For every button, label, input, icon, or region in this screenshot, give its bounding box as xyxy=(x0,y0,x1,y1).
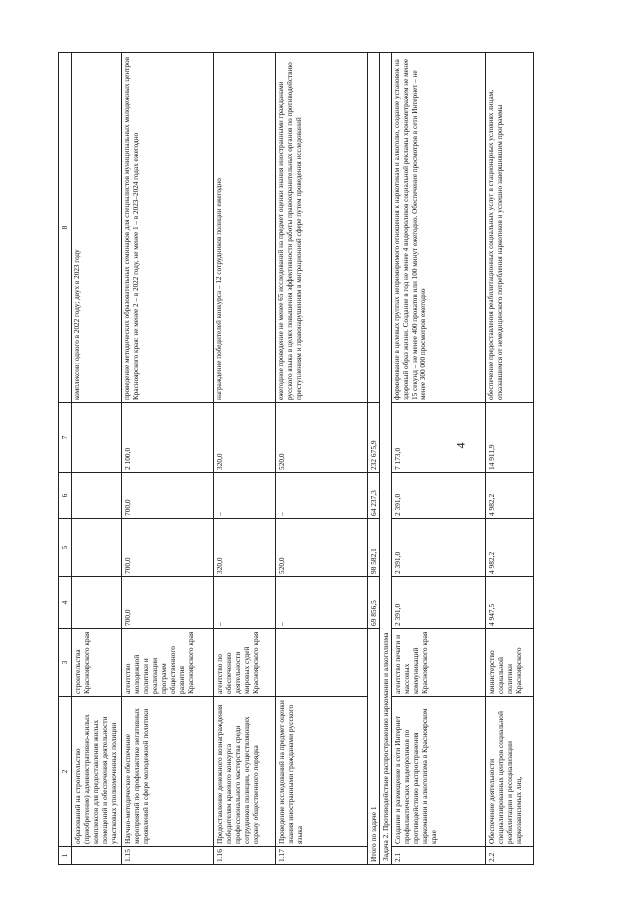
table-row xyxy=(122,53,214,865)
value-2023: 4 982,2 xyxy=(486,519,534,577)
value-2024: – xyxy=(214,473,276,519)
measure-name: Обеспечение деятельности специализированных центров социальной реабилитации и ресоциализации наркозависимых лиц, xyxy=(486,697,534,847)
header-cell: 7 xyxy=(59,403,72,473)
executor: агентство по обеспечению деятельности мировых судей Красноярского края xyxy=(214,629,276,697)
table-row xyxy=(214,53,276,865)
value-2022: 700,0 xyxy=(122,577,214,629)
total-empty xyxy=(368,53,380,403)
value-total xyxy=(72,403,122,473)
value-total: 320,0 xyxy=(214,403,276,473)
header-row xyxy=(59,53,72,865)
value-2022: 2 391,0 xyxy=(392,577,486,629)
row-number xyxy=(72,847,122,865)
header-cell: 5 xyxy=(59,519,72,577)
total-2024: 64 237,3 xyxy=(368,473,380,519)
measure-name: Создание и размещение в сети Интернет профилактических видеороликов по противодействию распространения наркомании и алкоголизма в Красноярском крае xyxy=(392,697,486,847)
row-number: 1.17 xyxy=(276,847,368,865)
value-total: 520,0 xyxy=(276,403,368,473)
task-row xyxy=(380,53,392,865)
header-cell: 1 xyxy=(59,847,72,865)
value-2024 xyxy=(72,473,122,519)
value-2024: 4 982,2 xyxy=(486,473,534,519)
value-2023: 2 391,0 xyxy=(392,519,486,577)
table-row xyxy=(392,53,486,865)
rotated-page xyxy=(58,53,608,865)
value-2022: – xyxy=(276,577,368,629)
header-cell: 2 xyxy=(59,697,72,847)
expected-result: проведение методических образовательных семинаров для специалистов муниципальных молодежных центров Красноярского края: не менее 2 – в 2022 году, не менее 1 – в 2023–2024 годах ежегодно xyxy=(122,53,214,403)
executor xyxy=(276,629,368,697)
value-2023 xyxy=(72,519,122,577)
value-total: 7 173,0 xyxy=(392,403,486,473)
row-number: 1.15 xyxy=(122,847,214,865)
value-2022: 4 947,5 xyxy=(486,577,534,629)
expected-result: формирование в целевых группах непримиримого отношения к наркотикам и алкоголю, создание установок на здоровый образ жизни. Создание в год не менее 4 видеороликов социальной рекламы хронометражем не менее 15 секунд – не менее 400 прокатов или 100 минут ежегодно. Обеспечение просмотров в сети Интернет – не менее 300 000 просмотров ежегодно xyxy=(392,53,486,403)
expected-result: ежегодное проведение не менее 65 исследований на предмет оценки знания иностранными гражданами русского языка в целях повышения эффективности работы правоохранительных органов по противодействию преступлениям и правонарушениям в миграционной сфере путем проведения исследований xyxy=(276,53,368,403)
header-cell: 6 xyxy=(59,473,72,519)
executor: строительства Красноярского края xyxy=(72,629,122,697)
executor: министерство социальной политики Красноярского xyxy=(486,629,534,697)
executor: агентство печати и массовых коммуникаций Красноярского края xyxy=(392,629,486,697)
value-total: 2 100,0 xyxy=(122,403,214,473)
value-2023: 700,0 xyxy=(122,519,214,577)
row-number: 2.2 xyxy=(486,847,534,865)
measure-name: образований на строительство (приобретение) административно-жилых комплексов для предоставления жилых помещений и обеспечения деятельности участковых уполномоченных полиции xyxy=(72,697,122,847)
value-total: 14 911,9 xyxy=(486,403,534,473)
value-2024: 2 391,0 xyxy=(392,473,486,519)
header-cell: 8 xyxy=(59,53,72,403)
row-number: 2.1 xyxy=(392,847,486,865)
executor: агентство молодежной политики и реализации программ общественного развития Красноярского края xyxy=(122,629,214,697)
value-2023: 520,0 xyxy=(276,519,368,577)
value-2022: – xyxy=(214,577,276,629)
header-cell: 4 xyxy=(59,577,72,629)
total-2023: 98 582,1 xyxy=(368,519,380,577)
measure-name: Научно-методическое обеспечение мероприятий по профилактике негативных проявлений в сфере молодежной политики xyxy=(122,697,214,847)
page-number: 4 xyxy=(453,442,468,449)
measure-name: Предоставление денежного вознаграждения победителям краевого конкурса профессионального мастерства среди сотрудников полиции, осуществляющих охрану общественного порядка xyxy=(214,697,276,847)
measures-table xyxy=(58,52,534,865)
total-row xyxy=(368,53,380,865)
task-title: Задача 2. Противодействие распространению наркомании и алкоголизма xyxy=(380,53,392,865)
value-2022 xyxy=(72,577,122,629)
value-2024: – xyxy=(276,473,368,519)
total-2022: 69 856,5 xyxy=(368,577,380,629)
total-label: Итого по задаче 1 xyxy=(368,629,380,865)
expected-result: комплексов: одного в 2022 году; двух в 2023 году xyxy=(72,53,122,403)
header-cell: 3 xyxy=(59,629,72,697)
table-row xyxy=(486,53,534,865)
table-row xyxy=(72,53,122,865)
expected-result: обеспечение предоставления реабилитационных социальных услуг в стационарных условиях лицам, отказавшимся от немедицинского потребления наркотиков и успешно завершившим программы xyxy=(486,53,534,403)
value-2024: 700,0 xyxy=(122,473,214,519)
expected-result: награждение победителей конкурса – 12 сотрудников полиции ежегодно xyxy=(214,53,276,403)
table-row xyxy=(276,53,368,865)
value-2023: 320,0 xyxy=(214,519,276,577)
measure-name: Проведение исследований на предмет оценки знания иностранными гражданами русского языка xyxy=(276,697,368,847)
total-sum: 232 675,9 xyxy=(368,403,380,473)
row-number: 1.16 xyxy=(214,847,276,865)
